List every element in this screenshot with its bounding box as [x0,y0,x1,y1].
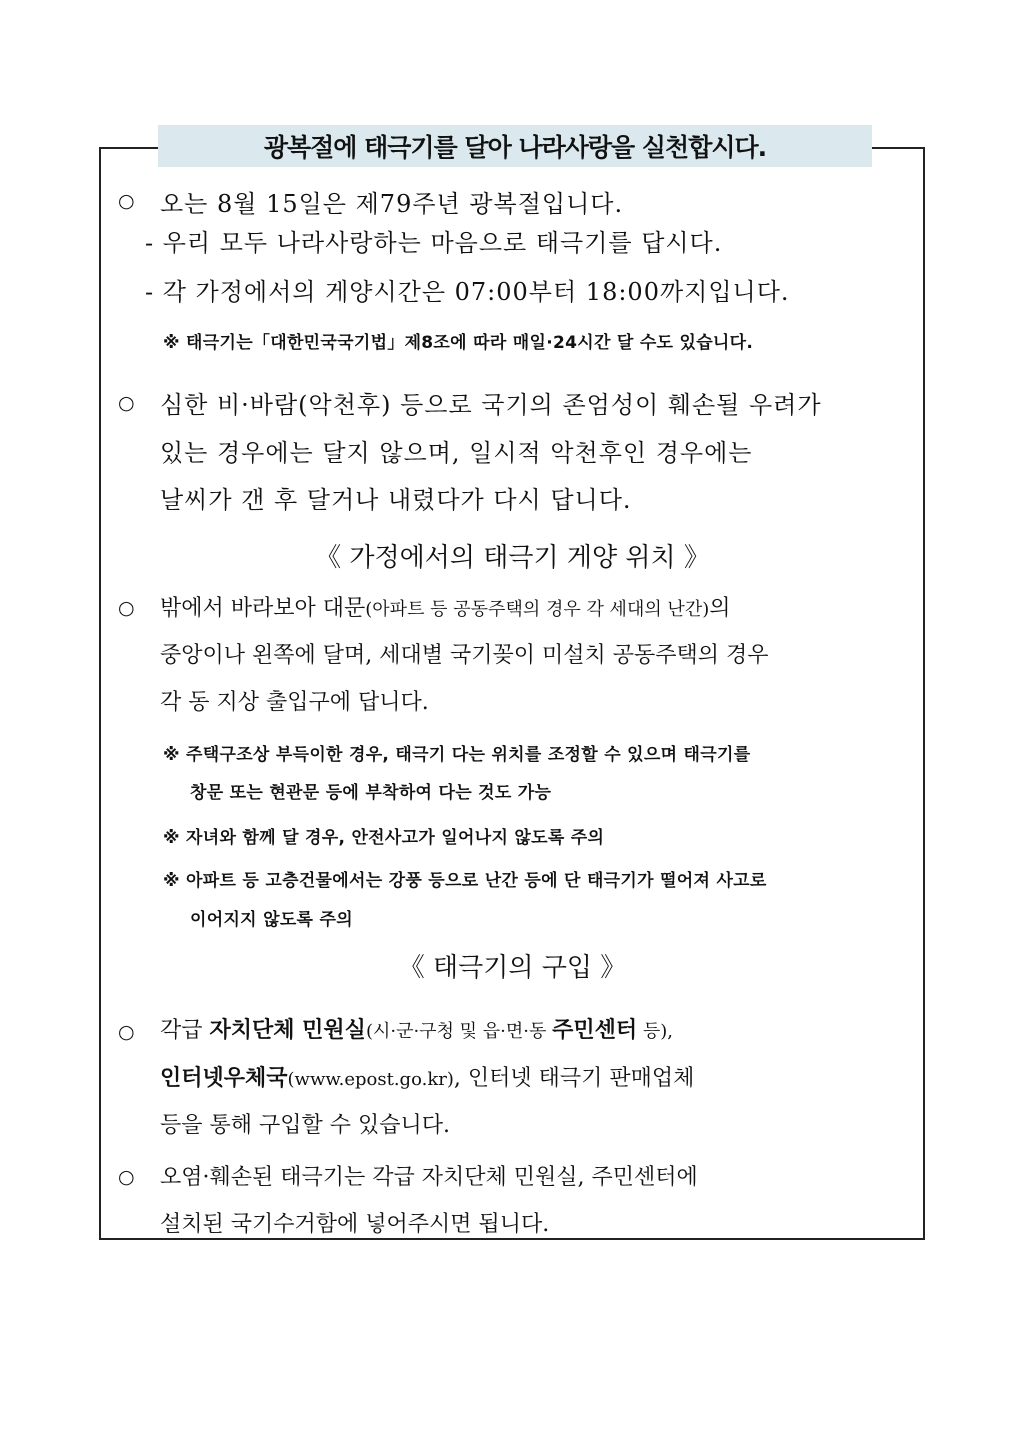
s2-line2: 있는 경우에는 달지 않으며, 일시적 악천후인 경우에는 [160,439,753,467]
s4-line1-bold2: 주민센터 [552,1017,638,1043]
s4-line1-a: 각급 [160,1018,210,1043]
s3-note1b: 창문 또는 현관문 등에 부착하여 다는 것도 가능 [190,783,552,803]
heading-purchase: 《 태극기의 구입 》 [398,953,627,983]
title-banner [158,125,872,167]
bullet-marker: ○ [118,190,135,212]
s4-line1-bold: 자치단체 민원실 [209,1017,366,1043]
s4-line3: 등을 통해 구입할 수 있습니다. [160,1113,450,1138]
s2-line1: 심한 비·바람(악천후) 등으로 국기의 존엄성이 훼손될 우려가 [160,391,822,419]
s3-note3b: 이어지지 않도록 주의 [190,910,353,930]
s4-line2-c: , 인터넷 태극기 판매업체 [453,1066,695,1091]
s4-line2-url: (www.epost.go.kr) [287,1069,454,1090]
page-title: 광복절에 태극기를 달아 나라사랑을 실천합시다. [263,133,767,162]
s3-line1-a: 밖에서 바라보아 대문 [160,596,366,621]
s3-line1 [160,591,731,622]
s2-line3: 날씨가 갠 후 달거나 내렸다가 다시 답니다. [160,486,632,514]
s3-line1-c: 의 [709,596,731,621]
heading-location: 《 가정에서의 태극기 게양 위치 》 [315,543,710,573]
s4-line1-paren: (시·군·구청 및 읍·면·동 [365,1021,553,1042]
s1-sub1: - 우리 모두 나라사랑하는 마음으로 태극기를 답시다. [145,229,723,257]
s3-note3a: ※ 아파트 등 고층건물에서는 강풍 등으로 난간 등에 단 태극기가 떨어져 사고로 [163,871,767,891]
s3-line2: 중앙이나 왼쪽에 달며, 세대별 국기꽂이 미설치 공동주택의 경우 [160,643,769,668]
s4-line2 [160,1061,694,1092]
s3-line1-paren: (아파트 등 공동주택의 경우 각 세대의 난간) [365,599,710,620]
s4-line1-e: 등), [637,1021,673,1042]
s4-line2-bold: 인터넷우체국 [160,1065,288,1091]
s3-note1a: ※ 주택구조상 부득이한 경우, 태극기 다는 위치를 조정할 수 있으며 태극기를 [163,745,751,765]
s1-main: 오는 8월 15일은 제79주년 광복절입니다. [160,190,624,218]
bullet-marker: ○ [118,597,135,619]
bullet-marker: ○ [118,1166,135,1188]
s1-sub2: - 각 가정에서의 게양시간은 07:00부터 18:00까지입니다. [145,278,790,306]
s5-line2: 설치된 국기수거함에 넣어주시면 됩니다. [160,1212,550,1237]
bullet-marker: ○ [118,392,135,414]
s5-line1: 오염·훼손된 태극기는 각급 자치단체 민원실, 주민센터에 [160,1165,698,1190]
s3-line3: 각 동 지상 출입구에 답니다. [160,690,429,715]
s3-note2: ※ 자녀와 함께 달 경우, 안전사고가 일어나지 않도록 주의 [163,828,605,848]
s1-note: ※ 태극기는「대한민국국기법」제8조에 따라 매일·24시간 달 수도 있습니다. [163,333,754,353]
s4-line1 [160,1013,673,1044]
bullet-marker: ○ [118,1021,135,1043]
